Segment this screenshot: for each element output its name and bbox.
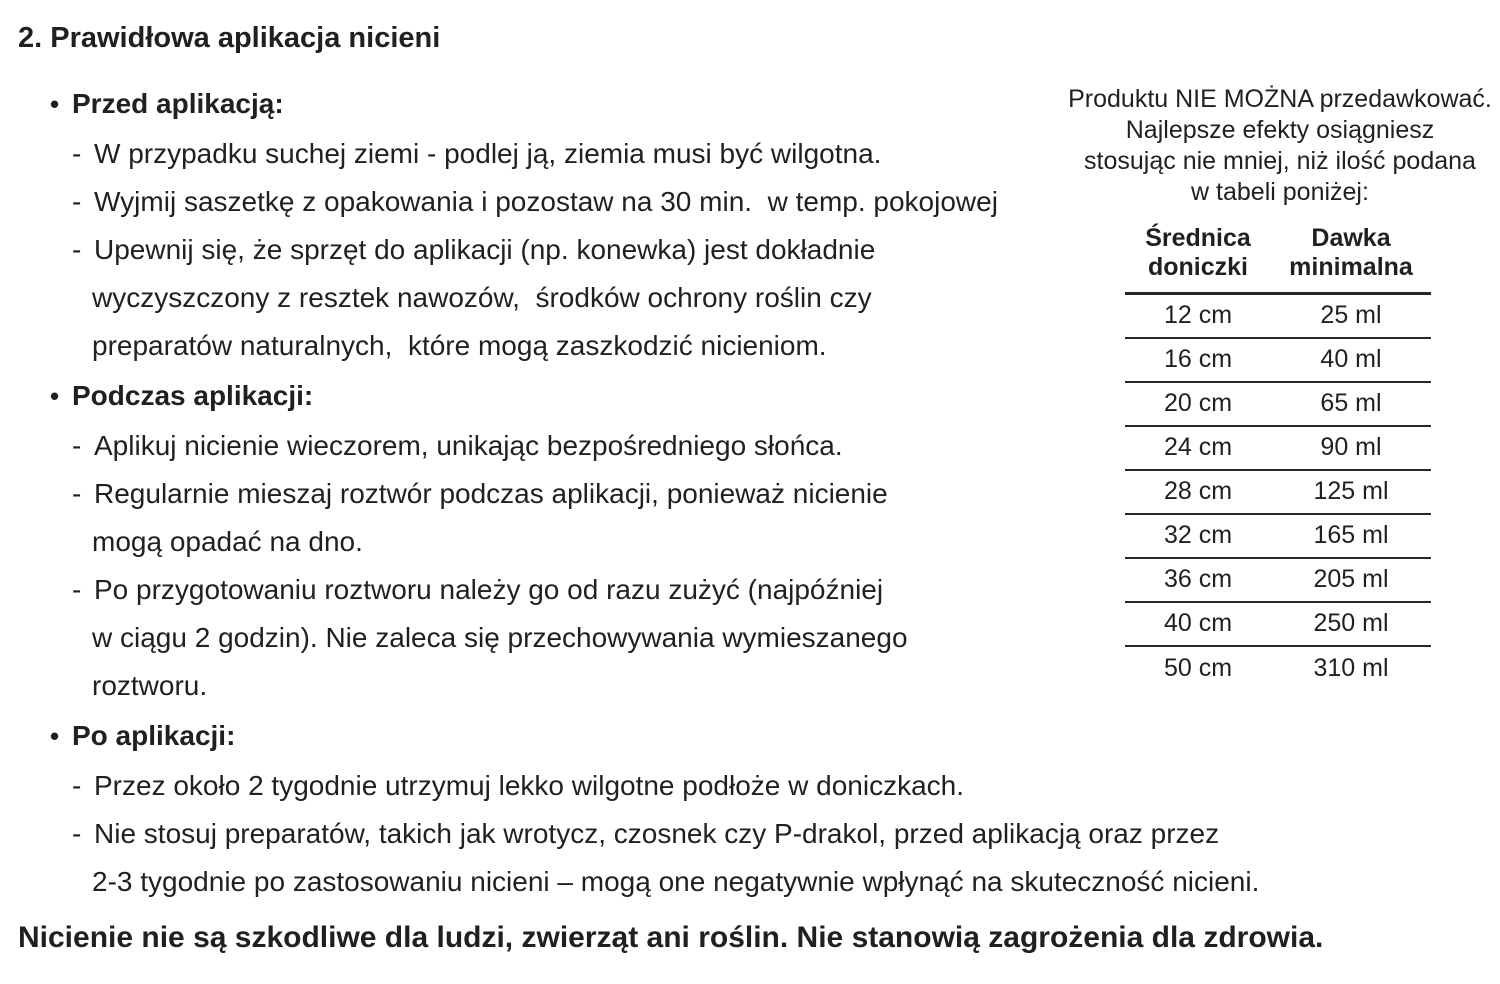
instruction-text: Przez około 2 tygodnie utrzymuj lekko wilgotne podłoże w doniczkach. [94,770,965,801]
dash-marker: - [72,186,82,217]
dose-cell: 125 ml [1271,470,1431,514]
header-line: Średnica [1145,224,1251,252]
bullet-icon: • [50,89,60,119]
instruction-text: Po przygotowaniu roztworu należy go od razu zużyć (najpóźniej [94,574,884,605]
dose-cell: 90 ml [1271,426,1431,470]
pot-diameter-cell: 28 cm [1125,470,1271,514]
dash-marker: - [72,138,82,169]
dosage-sidebar [1065,84,1495,690]
header-line: Dawka [1311,224,1391,252]
dash-marker: - [72,574,82,605]
table-row [1125,602,1431,646]
bullet-icon: • [50,721,60,751]
table-row [1125,338,1431,382]
pot-diameter-cell: 36 cm [1125,558,1271,602]
dash-marker: - [72,234,82,265]
dosage-table [1125,224,1431,690]
instruction-text: Wyjmij saszetkę z opakowania i pozostaw na 30 min. w temp. pokojowej [94,186,998,217]
note-line: Najlepsze efekty osiągniesz [1125,116,1435,144]
instruction-text: wyczyszczony z resztek nawozów, środków ochrony roślin czy [92,282,872,313]
dose-cell: 40 ml [1271,338,1431,382]
dose-cell: 205 ml [1271,558,1431,602]
minimal-dose-header [1271,224,1431,294]
safety-statement: Nicienie nie są szkodliwe dla ludzi, zwierząt ani roślin. Nie stanowią zagrożenia dla zdrowia. [18,921,1324,954]
dose-cell: 25 ml [1271,294,1431,338]
pot-diameter-cell: 50 cm [1163,653,1233,682]
section-heading-label: Po aplikacji: [72,720,236,751]
instruction-text: mogą opadać na dno. [92,526,363,557]
instruction-text: roztworu. [92,670,208,701]
dosage-table-container [1125,224,1431,690]
instruction-text: Nie stosuj preparatów, takich jak wrotycz, czosnek czy P-drakol, przed aplikacją oraz przez [94,818,1220,849]
pot-diameter-cell: 40 cm [1125,602,1271,646]
table-row [1125,382,1431,426]
dash-marker: - [72,478,82,509]
section-heading-po-aplikacji [0,710,1500,762]
table-row [1125,294,1431,338]
pot-diameter-header [1125,224,1271,294]
instruction-text: preparatów naturalnych, które mogą zaszkodzić nicieniom. [92,330,827,361]
section-heading-label: Przed aplikacją: [72,88,284,119]
table-row [1125,470,1431,514]
instruction-text: Regularnie mieszaj roztwór podczas aplikacji, ponieważ nicienie [94,478,888,509]
instruction-line [0,810,1500,858]
instruction-text: W przypadku suchej ziemi - podlej ją, ziemia musi być wilgotna. [94,138,882,169]
dash-marker: - [72,430,82,461]
section-heading-label: Podczas aplikacji: [72,380,314,411]
page-title: 2. Prawidłowa aplikacja nicieni [18,22,441,54]
note-line: Produktu NIE MOŻNA przedawkować. [1068,85,1492,113]
pot-diameter-cell: 12 cm [1125,294,1271,338]
dash-marker: - [72,770,82,801]
note-line: w tabeli poniżej: [1191,178,1369,206]
bullet-icon: • [50,381,60,411]
dose-cell: 310 ml [1313,653,1389,682]
instruction-text: w ciągu 2 godzin). Nie zaleca się przechowywania wymieszanego [92,622,908,653]
dash-marker: - [72,818,82,849]
instruction-text: Aplikuj nicienie wieczorem, unikając bezpośredniego słońca. [94,430,843,461]
instruction-line [0,762,1500,810]
dosage-table-header-row [1125,224,1431,294]
pot-diameter-cell: 24 cm [1125,426,1271,470]
header-line: minimalna [1289,253,1413,281]
table-row [1125,514,1431,558]
table-row [1125,558,1431,602]
pot-diameter-cell: 32 cm [1125,514,1271,558]
pot-diameter-cell: 20 cm [1125,382,1271,426]
table-row [1125,646,1431,690]
note-line: stosując nie mniej, niż ilość podana [1084,147,1476,175]
dose-cell: 65 ml [1271,382,1431,426]
dose-cell: 165 ml [1271,514,1431,558]
overdose-note [1065,84,1495,208]
instruction-line-continuation [0,858,1500,906]
dose-cell: 250 ml [1271,602,1431,646]
instruction-text: 2-3 tygodnie po zastosowaniu nicieni – mogą one negatywnie wpłynąć na skuteczność nicieni. [92,866,1260,897]
instruction-text: Upewnij się, że sprzęt do aplikacji (np. konewka) jest dokładnie [94,234,876,265]
table-row [1125,426,1431,470]
pot-diameter-cell: 16 cm [1125,338,1271,382]
header-line: doniczki [1147,253,1248,281]
